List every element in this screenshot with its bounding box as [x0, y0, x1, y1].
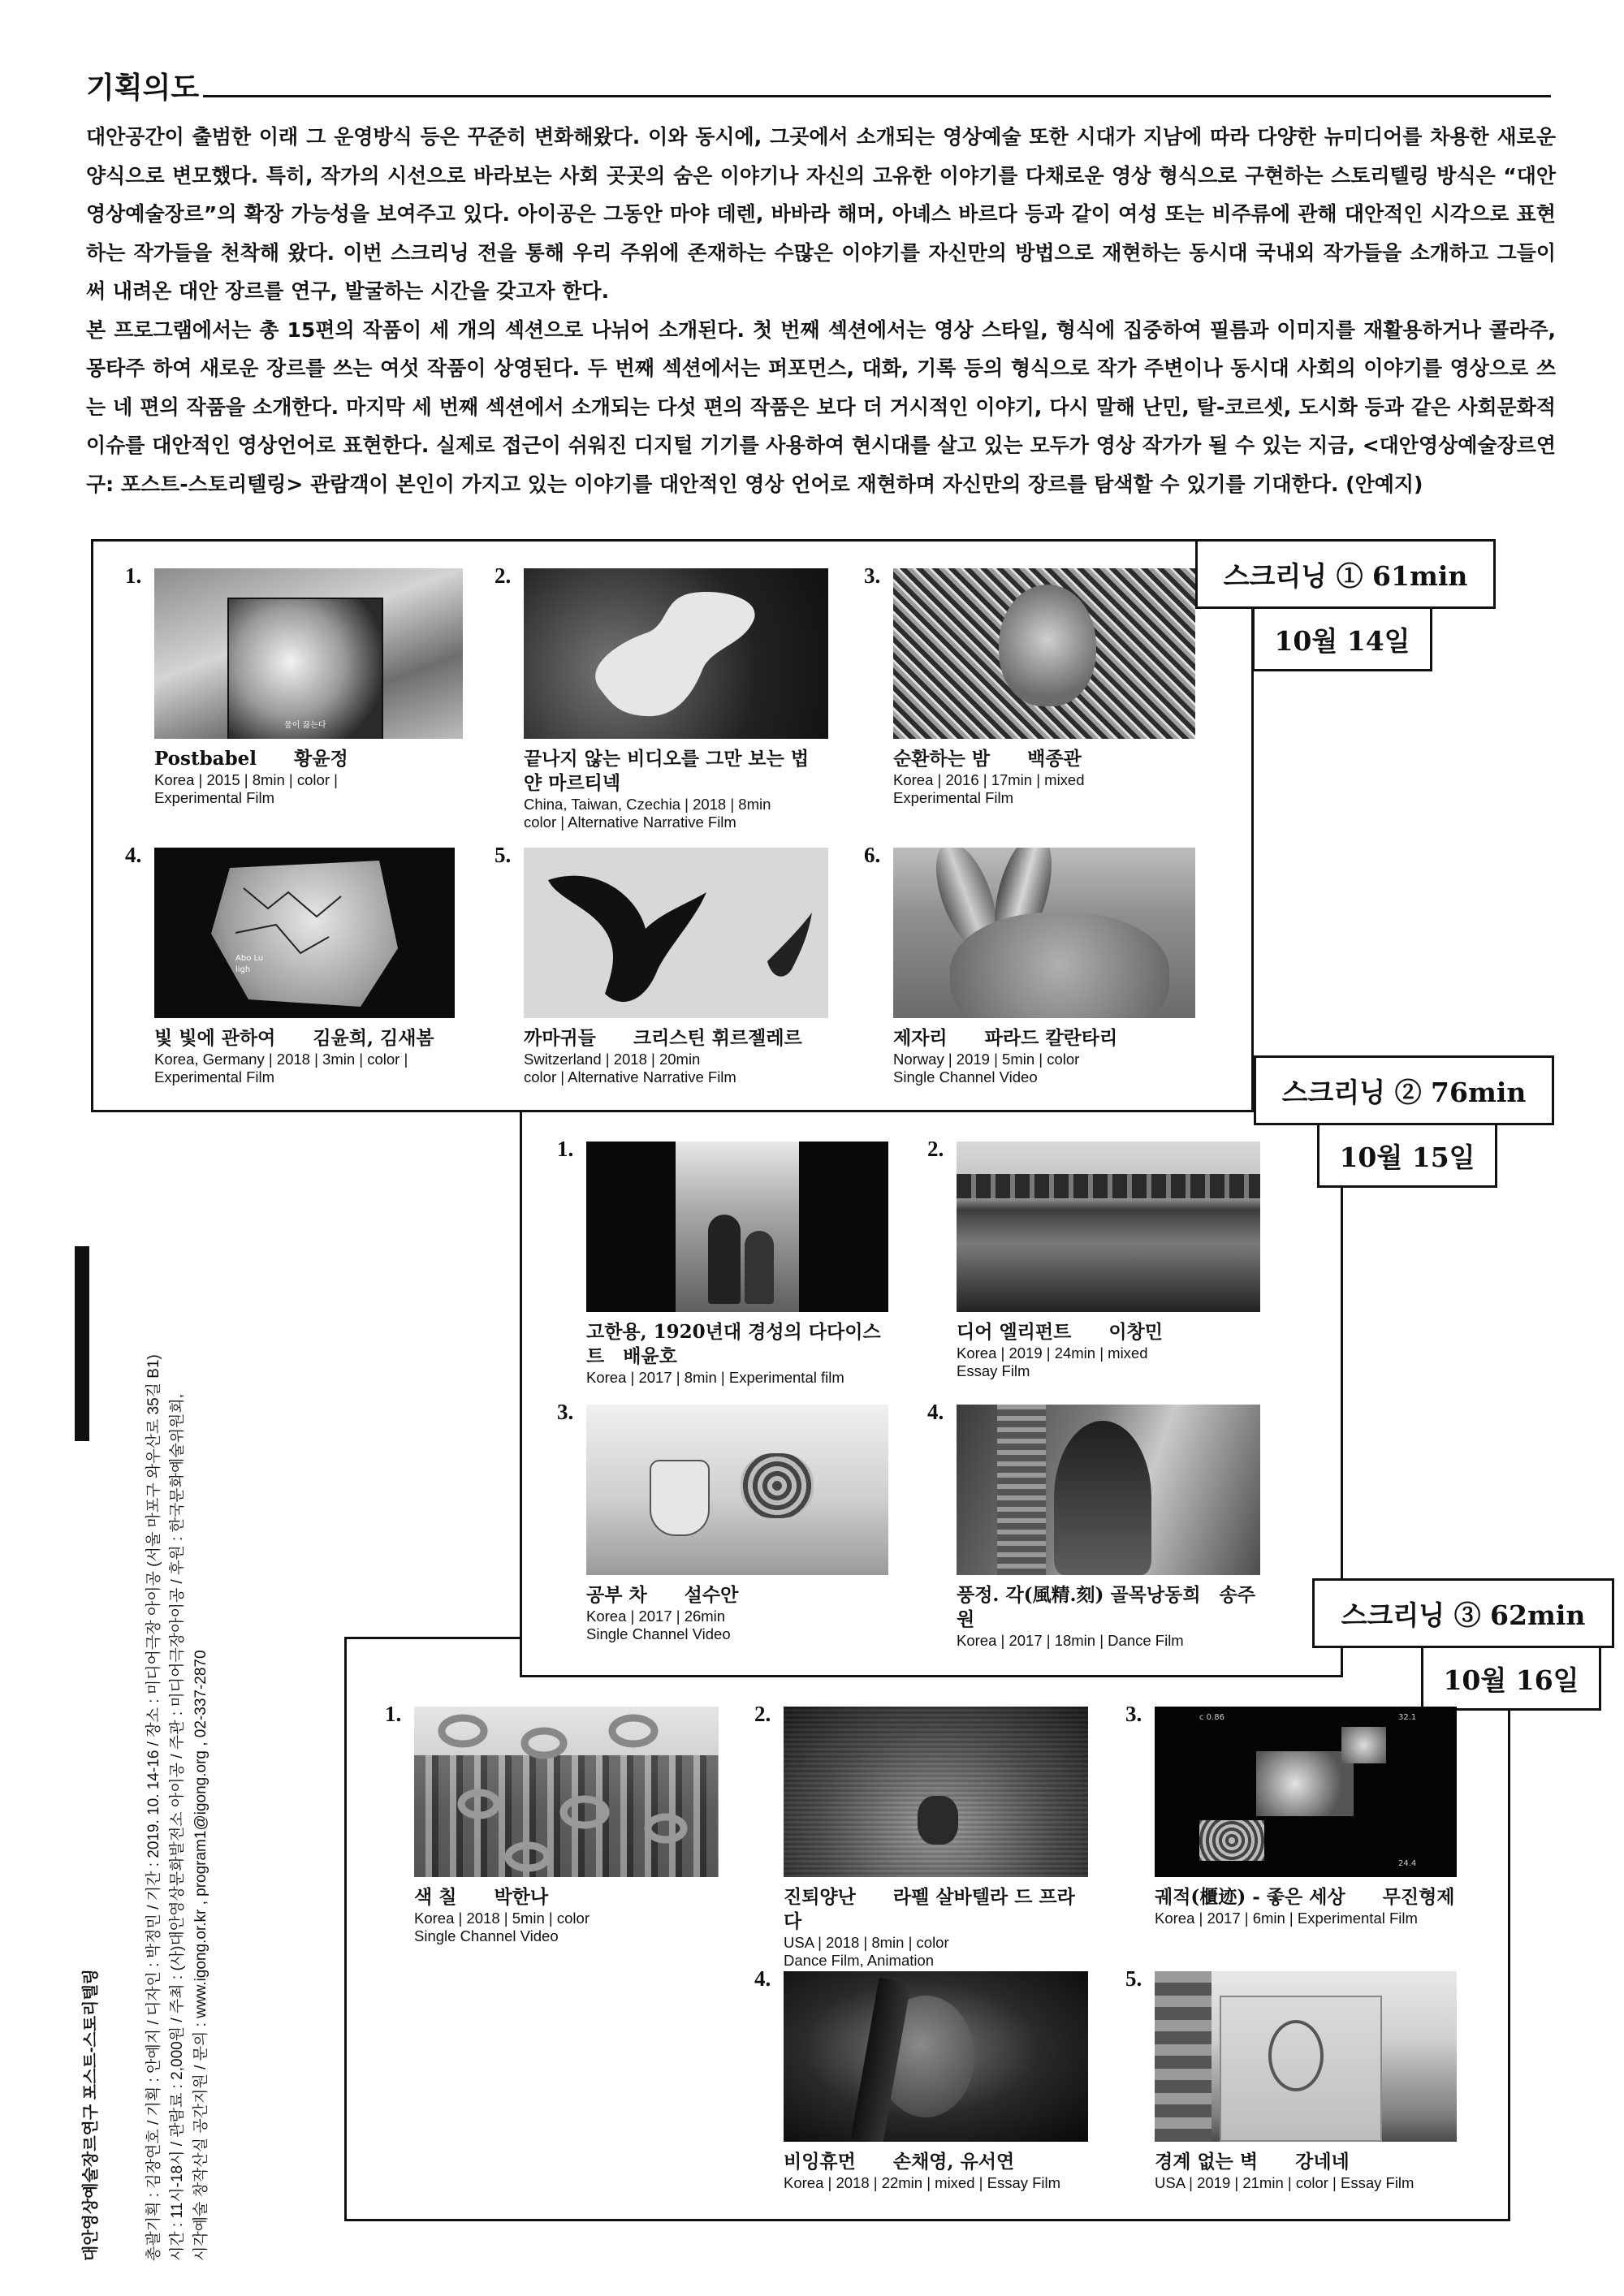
film-still [524, 568, 828, 739]
film-still [586, 1142, 888, 1312]
film-still [784, 1707, 1088, 1877]
film-number: 3. [1125, 1702, 1142, 1726]
film-meta-line: Norway | 2019 | 5min | color [893, 1051, 1080, 1068]
film-dilemma [754, 1702, 1088, 1970]
film-title: 비잉휴먼 손채영, 유서연 [784, 2151, 1015, 2173]
film-number: 2. [754, 1702, 771, 1726]
intro-paragraph-2: 본 프로그램에서는 총 15편의 작품이 세 개의 섹션으로 나뉘어 소개된다. 첫 번째 섹션에서는 영상 스타일, 형식에 집중하여 필름과 이미지를 재활용하거나 콜라주, 몽타주 하여 새로운 장르를 쓰는 여섯 작품이 상영된다. 두 번째 섹션에서는 퍼포먼스, 대화, 기록 등의 형식으로 작가 주변이나 동시대 사회의 이야기를 영상으로 쓰는 네 편의 작품을 소개한다. 마지막 세 번째 섹션에서 소개되는 다섯 편의 작품은 보다 더 거시적인 이야기, 다시 말해 난민, 탈-코르셋, 도시화 등과 같은 사회문화적 이슈를 대안적인 영상언어로 표현한다. 실제로 접근이 쉬워진 디지털 기기를 사용하여 현시대를 살고 있는 모두가 영상 작가가 될 수 있는 지금, <대안영상예술장르연구: 포스트-스토리텔링> 관람객이 본인이 가지고 있는 이야기를 대안적인 영상 언어로 재현하며 자신만의 장르를 탐색할 수 있기를 기대한다. (안예지) [86, 317, 1556, 496]
screening-3-label: 스크리닝 ③ 62min [1312, 1578, 1614, 1648]
film-number: 2. [495, 563, 512, 588]
film-title: 디어 엘리펀트 이창민 [957, 1321, 1163, 1343]
film-meta-line: Experimental Film [154, 789, 275, 806]
film-still [893, 848, 1195, 1018]
film-being-human [754, 1966, 1088, 2192]
film-meta-line: color | Alternative Narrative Film [524, 814, 736, 831]
film-meta-line: Switzerland | 2018 | 20min [524, 1051, 701, 1068]
film-title: 순환하는 밤 백종관 [893, 748, 1082, 770]
constellation-lines [154, 848, 455, 1018]
film-meta-line: Single Channel Video [586, 1625, 731, 1642]
film-meta-line: Experimental Film [893, 789, 1014, 806]
film-still [1155, 1707, 1457, 1877]
film-still-caption: 24.4 [1398, 1859, 1417, 1868]
sidebar-credits [142, 1354, 213, 2261]
film-how-to-stop [495, 563, 828, 831]
film-still [784, 1971, 1088, 2142]
film-meta-line: Korea | 2018 | 5min | color [414, 1910, 590, 1927]
film-number: 3. [864, 563, 881, 588]
film-study-tea [557, 1400, 888, 1643]
film-meta-line: Korea | 2017 | 26min [586, 1608, 726, 1625]
film-title: 제자리 파라드 칼란타리 [893, 1027, 1118, 1049]
film-still [957, 1142, 1260, 1312]
crow-silhouettes [524, 848, 828, 1018]
film-still-caption: 물이 끓는다 [284, 721, 326, 730]
section-title: 기획의도 [86, 71, 200, 105]
film-title: 고한용, 1920년대 경성의 다다이스트 배윤호 [586, 1321, 881, 1367]
sidebar-line: 시간 : 11시-18시 / 관람료 : 2,000원 / 주최 : (사)대안영상문화발전소 아이공 / 주관 : 미디어극장아이공 / 후원 : 한국문화예술위원회, [169, 1393, 186, 2261]
film-meta-line: Dance Film, Animation [784, 1952, 935, 1969]
sidebar-bar [75, 1246, 89, 1441]
film-meta-line: Korea, Germany | 2018 | 3min | color | [154, 1051, 408, 1068]
film-still [414, 1707, 719, 1877]
film-meta-line: Korea | 2016 | 17min | mixed [893, 771, 1085, 788]
film-number: 4. [927, 1400, 944, 1424]
film-number: 1. [125, 563, 142, 588]
film-still [957, 1405, 1260, 1575]
film-meta-line: USA | 2018 | 8min | color [784, 1934, 949, 1951]
film-still [586, 1405, 888, 1575]
film-wall-without-borders [1125, 1966, 1457, 2192]
film-pungjeong [927, 1400, 1260, 1650]
film-number: 3. [557, 1400, 574, 1424]
blob-shape [524, 568, 828, 739]
film-title: 공부 차 설수안 [586, 1584, 739, 1606]
film-meta-line: Essay Film [957, 1362, 1030, 1379]
film-title: Postbabel 황윤정 [154, 748, 348, 770]
film-title: 끝나지 않는 비디오를 그만 보는 법 얀 마르티넥 [524, 748, 828, 794]
film-meta-line: China, Taiwan, Czechia | 2018 | 8min [524, 796, 771, 813]
screening-3-date: 10월 16일 [1421, 1646, 1601, 1711]
sidebar-line: 시각예술 창작산실 공간지원 / 문의 : www.igong.or.kr , program1@igong.org , 02-337-2870 [192, 1650, 209, 2261]
film-title: 풍정. 각(風精.刻) 골목낭동희 송주원 [957, 1584, 1255, 1630]
film-still [154, 568, 463, 739]
film-postbabel [125, 563, 463, 807]
film-number: 5. [1125, 1966, 1142, 1991]
film-number: 5. [495, 843, 512, 867]
film-title: 까마귀들 크리스틴 휘르젤레르 [524, 1027, 802, 1049]
screening-2-date: 10월 15일 [1317, 1123, 1497, 1188]
film-trace [1125, 1702, 1457, 1927]
film-meta-line: Experimental Film [154, 1068, 275, 1085]
film-number: 6. [864, 843, 881, 867]
film-number: 1. [385, 1702, 402, 1726]
film-title: 진퇴양난 라펠 살바텔라 드 프라다 [784, 1886, 1075, 1932]
film-still [524, 848, 828, 1018]
film-crows [495, 843, 828, 1086]
film-about-light [125, 843, 455, 1086]
film-number: 1. [557, 1137, 574, 1161]
film-number: 4. [754, 1966, 771, 1991]
film-go-hanyong [557, 1137, 888, 1387]
film-meta-line: Korea | 2017 | 6min | Experimental Film [1155, 1910, 1418, 1927]
intro-text [86, 118, 1556, 503]
film-still [154, 848, 455, 1018]
film-dear-elephant [927, 1137, 1260, 1380]
screening-2-label: 스크리닝 ② 76min [1254, 1055, 1554, 1125]
film-still [893, 568, 1195, 739]
screening-1-date: 10월 14일 [1252, 606, 1432, 671]
sidebar-line: 총괄기획 : 김장연호 / 기획 : 안예지 / 디자인 : 박정민 / 기간 : 2019. 10. 14-16 / 장소 : 미디어극장 아이공 (서울 마포구 와우산로 35길 B1) [145, 1354, 162, 2261]
film-meta-line: color | Alternative Narrative Film [524, 1068, 736, 1085]
film-meta-line: Korea | 2019 | 24min | mixed [957, 1344, 1148, 1362]
film-meta-line: Single Channel Video [414, 1927, 559, 1944]
film-still-caption: 32.1 [1398, 1713, 1417, 1722]
film-number: 2. [927, 1137, 944, 1161]
film-title: 경계 없는 벽 강네네 [1155, 2151, 1350, 2173]
film-still-caption: Abo Lu ligh [235, 954, 264, 974]
film-meta-line: Korea | 2017 | 8min | Experimental film [586, 1369, 844, 1386]
film-meta-line: Single Channel Video [893, 1068, 1038, 1085]
film-in-place [864, 843, 1195, 1086]
film-meta-line: Korea | 2018 | 22min | mixed | Essay Film [784, 2174, 1061, 2191]
film-title: 빛 빛에 관하여 김윤희, 김새봄 [154, 1027, 434, 1049]
film-meta-line: USA | 2019 | 21min | color | Essay Film [1155, 2174, 1415, 2191]
film-coloring [385, 1702, 719, 1945]
film-title: 색 칠 박한나 [414, 1886, 549, 1908]
film-meta-line: Korea | 2017 | 18min | Dance Film [957, 1632, 1184, 1649]
film-still [1155, 1971, 1457, 2142]
film-title: 궤적(櫃迹) - 좋은 세상 무진형제 [1155, 1886, 1455, 1908]
film-meta-line: Korea | 2015 | 8min | color | [154, 771, 338, 788]
intro-paragraph-1: 대안공간이 출범한 이래 그 운영방식 등은 꾸준히 변화해왔다. 이와 동시에, 그곳에서 소개되는 영상예술 또한 시대가 지남에 따라 다양한 뉴미디어를 차용한 새로운 양식으로 변모했다. 특히, 작가의 시선으로 바라보는 사회 곳곳의 숨은 이야기나 자신의 고유한 이야기를 다채로운 영상 형식으로 구현하는 스토리텔링 방식은 “대안영상예술장르”의 확장 가능성을 보여주고 있다. 아이공은 그동안 마야 데렌, 바바라 해머, 아녜스 바르다 등과 같이 여성 또는 비주류에 관해 대안적인 시각으로 표현하는 작가들을 천착해 왔다. 이번 스크리닝 전을 통해 우리 주위에 존재하는 수많은 이야기를 자신만의 방법으로 재현하는 동시대 국내외 작가들을 소개하고 그들이 써 내려온 대안 장르를 연구, 발굴하는 시간을 갖고자 한다. [86, 125, 1556, 303]
sidebar-title: 대안영상예술장르연구 포스트-스토리텔링 [82, 1969, 100, 2261]
title-rule [203, 95, 1551, 97]
ring-overlays [414, 1707, 719, 1877]
film-still-caption: c 0.86 [1199, 1713, 1224, 1722]
screening-1-label: 스크리닝 ① 61min [1195, 539, 1496, 609]
film-number: 4. [125, 843, 142, 867]
film-circulating-night [864, 563, 1195, 807]
